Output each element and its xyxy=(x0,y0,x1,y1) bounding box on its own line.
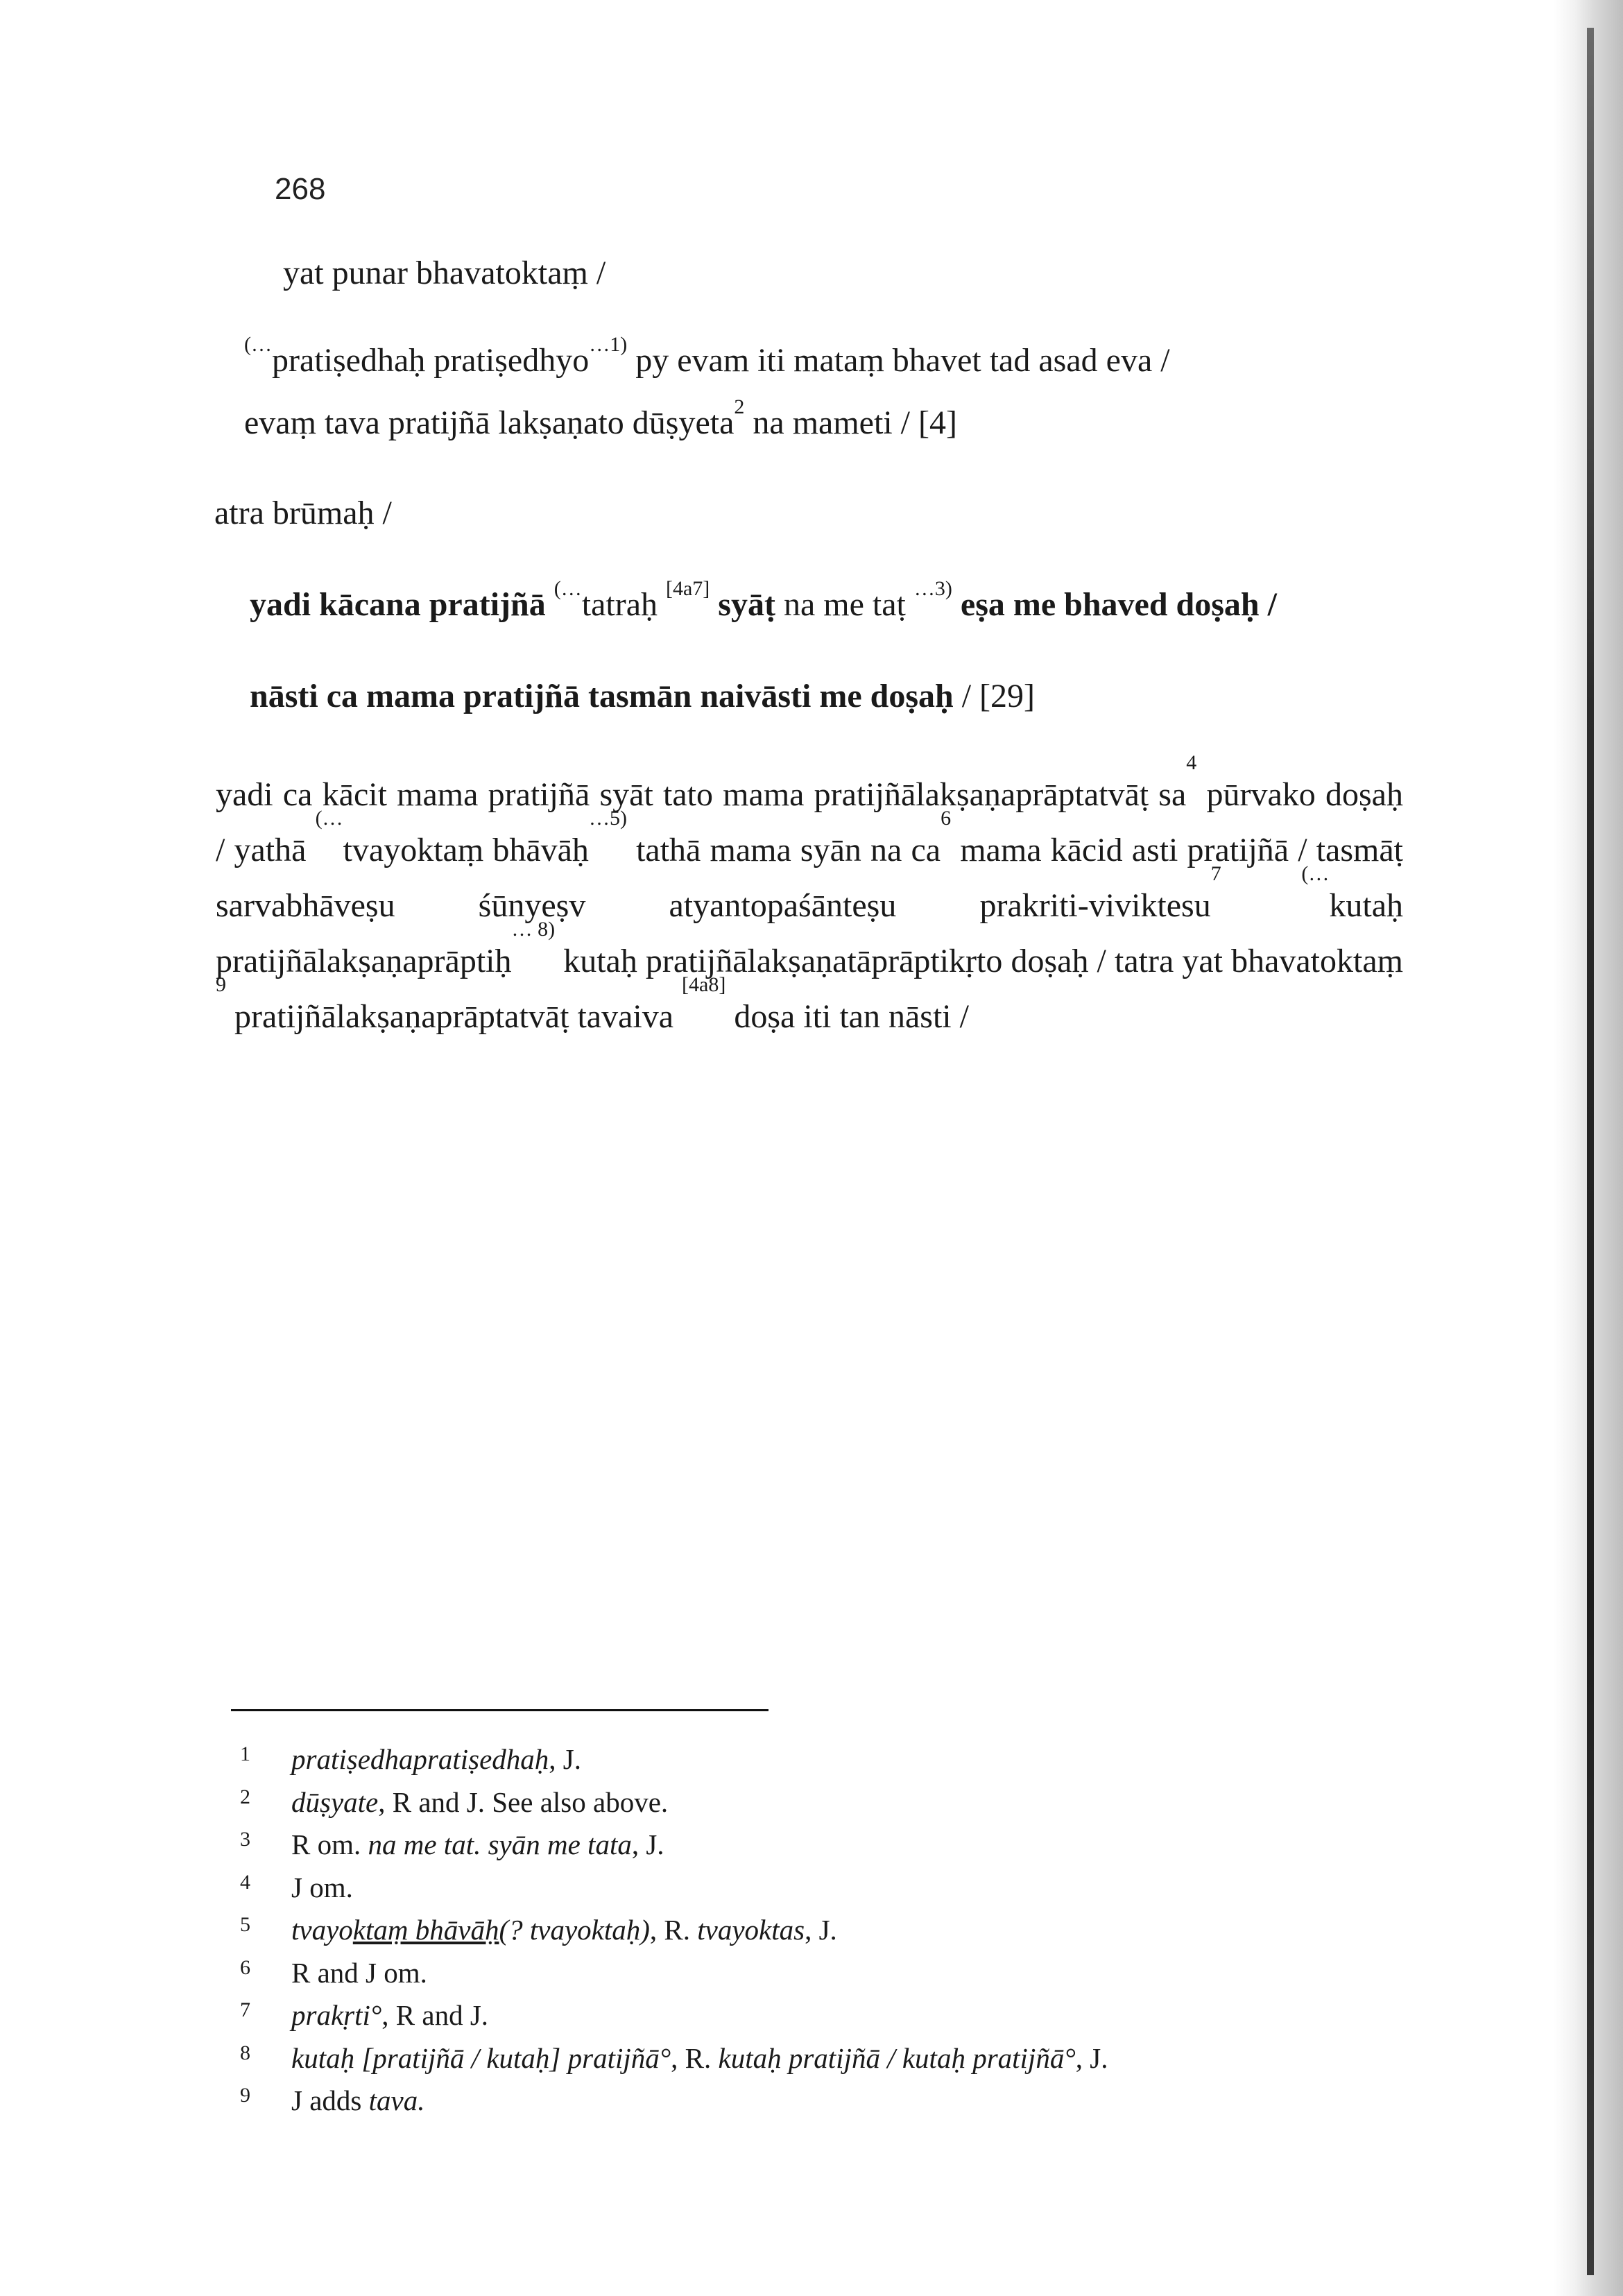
footnote-number: 8 xyxy=(240,2041,250,2064)
karika-text: yadi kācana pratijñā xyxy=(250,586,554,623)
commentary-text: yadi ca kācit mama pratijñā syāt tato mama pratijñālakṣaṇaprāptatvāṭ sa xyxy=(216,776,1187,813)
footnote-plain: R om. xyxy=(291,1828,368,1860)
footnotes xyxy=(240,1740,1350,2124)
footnote-6 xyxy=(240,1953,1350,1996)
footnote-7 xyxy=(240,1996,1350,2039)
commentary-text: kutaḥ pratijñālakṣaṇaprāptiḥ xyxy=(216,887,1404,979)
karika-text: na me taṭ xyxy=(775,586,914,623)
footnote-number: 9 xyxy=(240,2084,250,2107)
footnote-divider xyxy=(231,1709,768,1711)
footnote-3 xyxy=(240,1825,1350,1868)
verse-intro: yat punar bhavatoktaṃ / xyxy=(283,255,606,291)
quote-line-2 xyxy=(244,395,957,441)
footnote-number: 7 xyxy=(240,1998,250,2021)
footnote-2 xyxy=(240,1783,1350,1826)
footnote-italic: dūṣyate xyxy=(291,1785,379,1818)
quote-line-1 xyxy=(244,333,1170,379)
footnote-text xyxy=(291,1996,1350,2035)
footnote-text xyxy=(291,1825,1350,1865)
footnote-italic: prakṛti° xyxy=(291,1999,382,2031)
footnote-number: 5 xyxy=(240,1913,250,1936)
footnote-4 xyxy=(240,1868,1350,1911)
karika-text: tatraḥ xyxy=(581,586,666,623)
footnote-italic: tava. xyxy=(368,2084,425,2116)
footnote-text xyxy=(291,1868,1350,1908)
footnote-plain: , R and J. xyxy=(381,1999,489,2031)
footnote-ref: 4 xyxy=(1186,751,1197,774)
footnote-text xyxy=(291,1783,1350,1822)
footnote-italic: pratiṣedhapratiṣedhaḥ xyxy=(291,1743,549,1775)
karika-text: nāsti ca mama pratijñā tasmān naivāsti me doṣaḥ xyxy=(250,678,954,714)
folio-marker: [4a8] xyxy=(682,973,726,996)
bracket-open-marker: (… xyxy=(553,577,582,600)
footnote-1 xyxy=(240,1740,1350,1783)
footnote-ref: 7 xyxy=(1210,862,1221,885)
bracket-close-marker: …5) xyxy=(588,807,627,830)
commentary-text: kutaḥ pratijñālakṣaṇatāprāptikṛto doṣaḥ / tatra yat bhavatoktaṃ xyxy=(555,943,1403,979)
footnote-plain: , J. xyxy=(1075,2041,1108,2074)
quote-text: pratiṣedhaḥ pratiṣedhyo xyxy=(272,342,590,379)
commentary-text: tathā mama syān na ca xyxy=(626,832,941,868)
footnote-text xyxy=(291,1953,1350,1993)
footnote-text xyxy=(291,1910,1350,1950)
footnote-plain: , J. xyxy=(549,1743,582,1775)
footnote-italic: (? tvayoktaḥ) xyxy=(499,1914,650,1946)
bracket-open-marker: (… xyxy=(244,333,272,356)
footnote-text xyxy=(291,2081,1350,2121)
karika-line-2 xyxy=(250,680,1035,713)
quote-text: evaṃ tava pratijñā lakṣaṇato dūṣyeta xyxy=(244,404,735,441)
footnote-number: 6 xyxy=(240,1955,250,1979)
footnote-plain: , J. xyxy=(805,1914,837,1946)
footnote-italic: kutaḥ [pratijñā / kutaḥ] pratijñā° xyxy=(291,2041,671,2074)
page-number: 268 xyxy=(275,172,326,206)
footnote-plain: J om. xyxy=(291,1871,353,1903)
quote-text: py evam iti mataṃ bhavet tad asad eva / xyxy=(627,342,1170,379)
folio-marker: [4a7] xyxy=(666,577,710,600)
footnote-plain: R and J om. xyxy=(291,1956,427,1989)
footnote-number: 4 xyxy=(240,1870,250,1894)
footnote-number: 1 xyxy=(240,1742,250,1765)
footnote-plain: , R. xyxy=(671,2041,719,2074)
footnote-plain: , R and J. See also above. xyxy=(378,1785,669,1818)
footnote-plain: , J. xyxy=(631,1828,664,1860)
footnote-ref: 6 xyxy=(941,807,952,830)
bracket-close-marker: …1) xyxy=(589,333,628,356)
reply-line: atra brūmaḥ / xyxy=(214,495,392,531)
footnote-underlined: ktaṃ bhāvāḥ xyxy=(352,1914,499,1946)
bracket-open-marker: (… xyxy=(1221,862,1330,885)
commentary-paragraph xyxy=(216,751,1404,1045)
verse-number: / [29] xyxy=(953,678,1036,714)
footnote-9 xyxy=(240,2081,1350,2124)
footnote-number: 3 xyxy=(240,1828,250,1851)
footnote-text xyxy=(291,2039,1350,2078)
footnote-italic: kutaḥ pratijñā / kutaḥ pratijñā° xyxy=(718,2041,1076,2074)
footnote-5 xyxy=(240,1910,1350,1953)
karika-text: syāṭ xyxy=(710,586,775,623)
footnote-italic: tvayoktas xyxy=(697,1914,805,1946)
footnote-plain: , R. xyxy=(649,1914,698,1946)
bracket-close-marker: … 8) xyxy=(511,918,556,941)
footnote-ref: 9 xyxy=(216,973,226,996)
commentary-text: pratijñālakṣaṇaprāptatvāṭ tavaiva xyxy=(226,998,682,1035)
footnote-italic: tvayo xyxy=(291,1914,353,1946)
footnote-8 xyxy=(240,2039,1350,2082)
commentary-text: tvayoktaṃ bhāvāḥ xyxy=(343,832,589,868)
commentary-text: mama kācid asti pratijñā / tasmāṭ sarvabhāveṣu śūnyeṣv atyantopaśānteṣu prakriti-viviktesu xyxy=(216,832,1404,924)
commentary-text: doṣa iti tan nāsti / xyxy=(725,998,969,1035)
footnote-plain: J adds xyxy=(291,2084,369,2116)
footnote-ref: 2 xyxy=(734,395,745,418)
footnote-number: 2 xyxy=(240,1785,250,1808)
karika-text: eṣa me bhaved doṣaḥ / xyxy=(952,586,1277,623)
quote-text: na mameti / [4] xyxy=(744,404,957,441)
footnote-text xyxy=(291,1740,1350,1779)
bracket-open-marker: (… xyxy=(315,807,343,830)
scan-binding-edge xyxy=(1587,28,1594,2275)
bracket-close-marker: …3) xyxy=(913,577,952,600)
footnote-italic: na me tat. syān me tata xyxy=(368,1828,632,1860)
karika-line-1 xyxy=(250,577,1277,623)
commentary-text: pūrvako doṣaḥ / yathā xyxy=(216,776,1403,868)
